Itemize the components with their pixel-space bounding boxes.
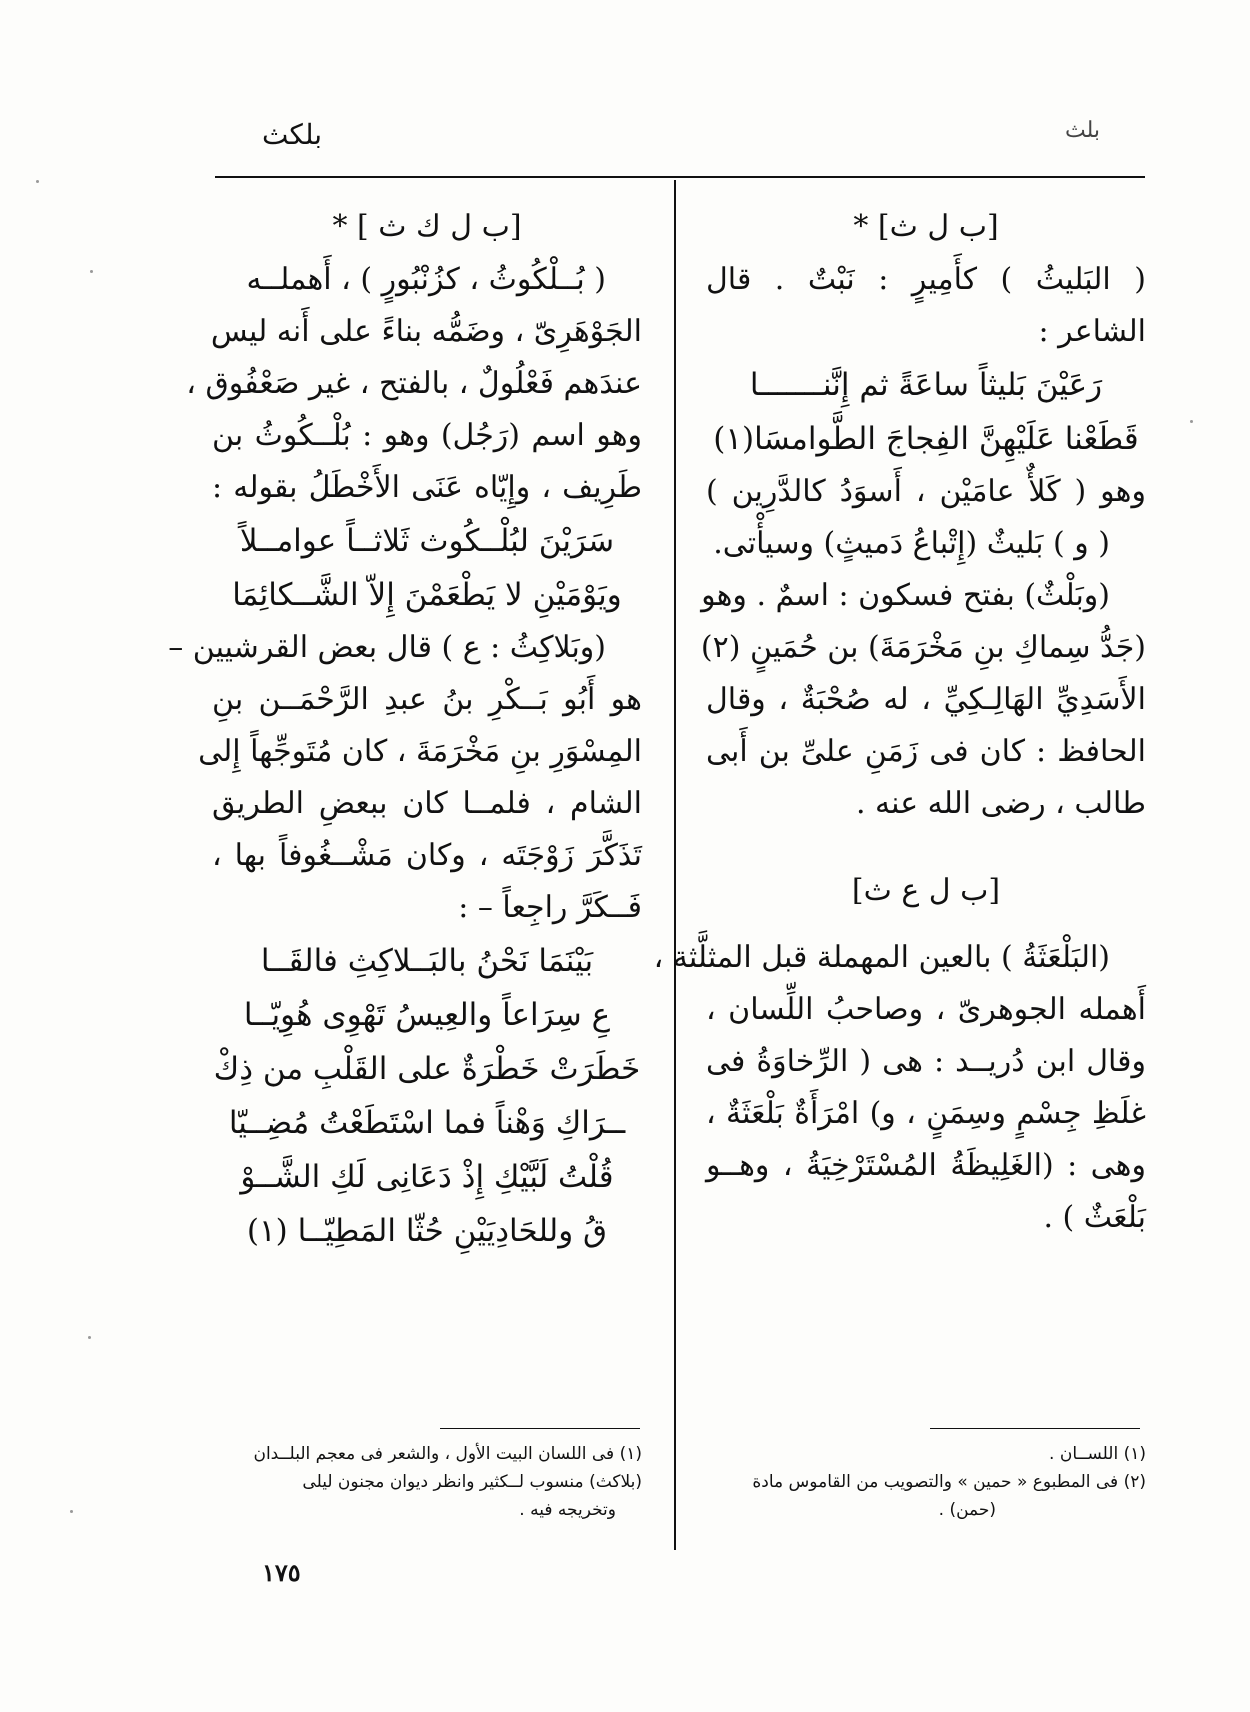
- text-line: أَهمله الجوهرىّ ، وصاحبُ اللِّسان ،: [706, 992, 1146, 1027]
- footnote-rule-right: [930, 1428, 1140, 1429]
- verse-line: قُ وللحَادِيَيْنِ حُثّا المَطِيّــا (١): [246, 1213, 608, 1249]
- scan-speck: [36, 180, 39, 183]
- text-line: ( البَليثُ ) كأَمِيرٍ : نَبْتٌ . قال: [706, 262, 1146, 297]
- text-line: فَــكَرَّ راجِعاً – :: [458, 890, 642, 925]
- text-line: (البَلْعَثَةُ ) بالعين المهملة قبل المثلَّثة ،: [653, 940, 1110, 975]
- verse-line: سَرَيْنَ لبُلْــكُوث ثَلاثــاً عوامــلاً: [239, 523, 615, 559]
- text-line: هو أَبُو بَــكْرِ بنُ عبدِ الرَّحْمَــن بنِ: [212, 682, 642, 717]
- text-line: الحافظ : كان فى زَمَنِ علىِّ بن أَبى: [706, 734, 1146, 769]
- scan-speck: [70, 1510, 73, 1513]
- footnotes-left: [212, 1440, 642, 1524]
- left-column: [168, 200, 642, 1258]
- text-line: بَلْعَثٌ ) .: [1043, 1200, 1146, 1235]
- entry-heading-blath: [ب ل ع ث]: [851, 873, 1001, 908]
- text-line: طالب ، رضى الله عنه .: [855, 786, 1146, 821]
- text-line: تَذَكَّرَ زَوْجَتَه ، وكان مَشْــغُوفاً بها ،: [212, 838, 642, 873]
- text-line: ( بُــلْكُوثُ ، كزُنْبُورٍ ) ، أَهملــه: [246, 262, 606, 297]
- text-line: عندَهم فَعْلُولٌ ، بالفتح ، غير صَعْفُوق ،: [186, 366, 642, 401]
- verse-line: بَيْنَمَا نَحْنُ بالبَــلاكِثِ فالقَــا: [260, 943, 594, 979]
- text-line: وقال ابن دُريــد : هى ( الرِّخاوَةُ فى: [706, 1044, 1146, 1079]
- footnote-line: (بلاكث) منسوب لــكثير وانظر ديوان مجنون ليلى: [302, 1472, 642, 1492]
- footnote-line: (١) فى اللسان البيت الأول ، والشعر فى معجم البلــدان: [253, 1444, 642, 1464]
- text-line: الشاعر :: [1038, 314, 1146, 349]
- verse-line: قُلْتُ لَبَّيْكِ إِذْ دَعَانِى لَكِ الشَّــوْ: [240, 1159, 614, 1195]
- text-line: الأَسَدِيِّ الهَالِـكِيِّ ، له صُحْبَةٌ ، وقال: [706, 682, 1146, 717]
- running-header-left: بلكث: [262, 118, 323, 151]
- scan-speck: [90, 270, 93, 273]
- column-divider: [674, 180, 676, 1550]
- verse-line: قَطَعْنا عَلَيْهِنَّ الفِجاجَ الطَّوامسَا(١): [713, 421, 1139, 457]
- right-column: [653, 200, 1146, 1244]
- text-line: الشام ، فلمــا كان ببعضِ الطريق: [212, 786, 642, 821]
- text-line: وهو اسم (رَجُل) وهو : بُلْــكُوثُ بن: [212, 418, 642, 453]
- text-line: غلَظِ جِسْمٍ وسِمَنٍ ، و) امْرَأَةٌ بَلْعَثَةٌ ،: [706, 1096, 1146, 1131]
- verse-line: رَعَيْنَ بَليثاً ساعَةً ثم إِنَّنـــــــا: [749, 367, 1103, 403]
- footnote-line: (حمن) .: [938, 1500, 996, 1520]
- text-line: طَرِيف ، وإِيّاه عَنَى الأَخْطَلُ بقوله :: [212, 470, 642, 505]
- text-line: (جَدُّ سِماكِ بنِ مَخْرَمَةَ) بن حُمَينٍ (٢): [700, 630, 1146, 665]
- text-line: المِسْوَرِ بنِ مَخْرَمَةَ ، كان مُتَوجِّهاً إِلى: [198, 734, 642, 769]
- footnote-line: (١) اللســان .: [1049, 1444, 1146, 1464]
- text-line: (وبَلاكِثُ : ع ) قال بعض القرشيين –: [168, 630, 606, 665]
- entry-heading-blkth: [ب ل ك ث ] *: [332, 209, 522, 244]
- page-number: ١٧٥: [262, 1558, 301, 1587]
- footnote-rule-left: [440, 1428, 640, 1429]
- scan-speck: [1190, 420, 1193, 423]
- entry-heading-blth: [ب ل ث] *: [853, 209, 999, 244]
- text-line: وهى : (الغَلِيظَةُ المُسْتَرْخِيَةُ ، وهــو: [706, 1148, 1146, 1183]
- header-rule: [215, 176, 1145, 178]
- text-line: (وبَلْثٌ) بفتح فسكون : اسمٌ . وهو: [701, 578, 1110, 613]
- verse-line: خَطَرَتْ خَطْرَةٌ على القَلْبِ من ذِكْ: [213, 1051, 641, 1087]
- verse-line: ويَوْمَيْنِ لا يَطْعَمْنَ إِلاّ الشَّــكائِمَا: [232, 577, 622, 613]
- text-line: وهو ( كَلأٌ عامَيْن ، أَسوَدُ كالدَّرِين ): [706, 474, 1146, 509]
- footnote-line: (٢) فى المطبوع « حمين » والتصويب من القاموس مادة: [752, 1472, 1146, 1492]
- verse-line: ــرَاكِ وَهْناً فما اسْتَطَعْتُ مُضِــيّا: [228, 1105, 626, 1141]
- footnote-line: وتخريجه فيه .: [519, 1500, 616, 1520]
- text-line: ( و ) بَليثٌ (إِتْباعُ دَميثٍ) وسيأْتى.: [713, 526, 1110, 561]
- footnotes-right: [706, 1440, 1146, 1524]
- text-line: الجَوْهَرِىّ ، وضَمُّه بناءً على أَنه ليس: [210, 314, 642, 349]
- scan-speck: [88, 1336, 91, 1339]
- running-header-right: بلث: [1064, 118, 1100, 143]
- verse-line: عِ سِرَاعاً والعِيسُ تَهْوِى هُوِيّــا: [243, 997, 611, 1033]
